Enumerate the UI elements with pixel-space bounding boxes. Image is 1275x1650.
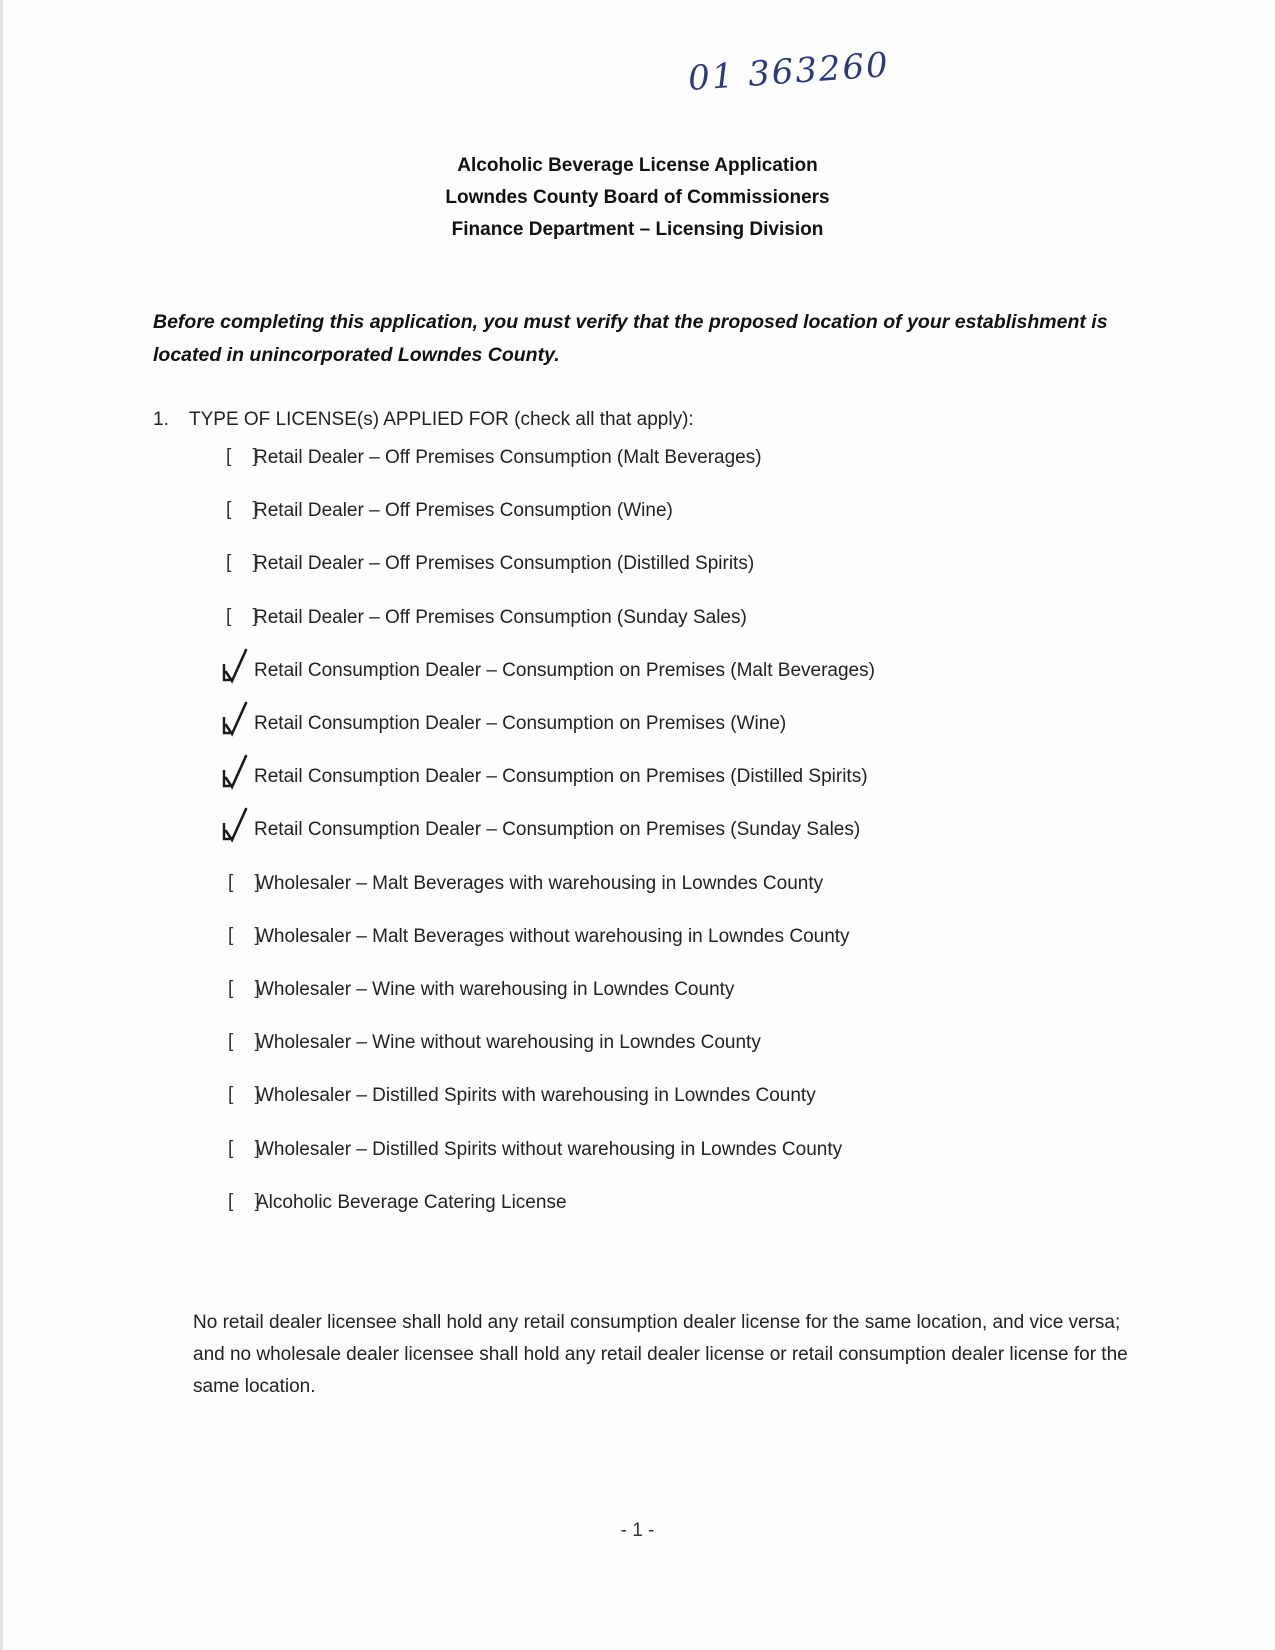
handwritten-checkmark-icon (220, 644, 260, 688)
license-option-label: Retail Dealer – Off Premises Consumption (Distilled Spirits) (254, 553, 755, 574)
license-option-label: Wholesaler – Wine without warehousing in Lowndes County (256, 1032, 761, 1053)
checkbox-empty[interactable] (226, 978, 268, 1001)
license-option-label: Retail Consumption Dealer – Consumption on Premises (Distilled Spirits) (254, 766, 868, 787)
license-option-label: Retail Dealer – Off Premises Consumption (Wine) (254, 500, 673, 521)
checkbox-empty[interactable] (224, 552, 266, 575)
handwritten-reference-number: 01 363260 (686, 45, 892, 99)
license-option (226, 1139, 842, 1161)
license-option (224, 500, 673, 522)
license-option-label: Wholesaler – Distilled Spirits with warehousing in Lowndes County (256, 1085, 816, 1106)
checkbox-brackets: [ ] (226, 552, 266, 573)
license-option (224, 553, 754, 575)
scan-edge (0, 0, 3, 1650)
checkbox-brackets: [ ] (228, 1191, 268, 1212)
header-title: Alcoholic Beverage License Application (457, 155, 818, 176)
header-department: Finance Department – Licensing Division (451, 219, 824, 240)
checkbox-checked[interactable] (224, 766, 254, 788)
restriction-note: No retail dealer licensee shall hold any retail consumption dealer license for the same location, and vice versa; and no wholesale dealer licensee shall hold any retail dealer license or retail consumption dealer license for the same location. (193, 1312, 1128, 1397)
checkbox-checked[interactable] (224, 819, 254, 841)
checkbox-brackets: [ ] (228, 1031, 268, 1052)
intro-instruction: Before completing this application, you must verify that the proposed location of your establishment is located in unincorporated Lowndes County. (153, 311, 1108, 366)
checkbox-brackets: [ ] (228, 925, 268, 946)
question-1 (153, 409, 694, 431)
checkbox-brackets: [ ] (226, 606, 266, 627)
license-option (226, 979, 734, 1001)
checkbox-empty[interactable] (224, 446, 266, 469)
checkbox-empty[interactable] (226, 1138, 268, 1161)
checkbox-brackets: [ ] (228, 1138, 268, 1159)
checkbox-checked[interactable] (224, 713, 254, 735)
license-option (226, 1032, 761, 1054)
license-option (226, 1085, 816, 1107)
checkbox-empty[interactable] (226, 1191, 268, 1214)
license-option (224, 447, 762, 469)
license-option (224, 660, 875, 682)
license-option-label: Wholesaler – Malt Beverages with warehousing in Lowndes County (256, 873, 824, 894)
checkbox-checked[interactable] (224, 660, 254, 682)
license-option (226, 926, 850, 948)
license-option (226, 1192, 567, 1214)
handwritten-checkmark-icon (220, 750, 260, 794)
license-option-label: Retail Dealer – Off Premises Consumption (Sunday Sales) (254, 607, 747, 628)
question-text: TYPE OF LICENSE(s) APPLIED FOR (check all that apply): (189, 409, 694, 430)
license-option (224, 713, 786, 735)
license-option (224, 819, 860, 841)
checkbox-brackets: [ ] (226, 499, 266, 520)
license-option-label: Retail Consumption Dealer – Consumption on Premises (Malt Beverages) (254, 660, 875, 681)
checkbox-brackets: [ ] (228, 1084, 268, 1105)
license-option (226, 873, 823, 895)
checkbox-empty[interactable] (226, 1084, 268, 1107)
checkbox-empty[interactable] (224, 499, 266, 522)
license-option-label: Wholesaler – Distilled Spirits without warehousing in Lowndes County (256, 1139, 843, 1160)
page-number: - 1 - (620, 1520, 655, 1541)
checkbox-brackets: [ ] (228, 872, 268, 893)
checkbox-empty[interactable] (224, 606, 266, 629)
checkbox-brackets: [ ] (228, 978, 268, 999)
license-option-label: Retail Consumption Dealer – Consumption on Premises (Wine) (254, 713, 787, 734)
checkbox-brackets: [ ] (226, 446, 266, 467)
checkbox-empty[interactable] (226, 1031, 268, 1054)
license-option-label: Retail Dealer – Off Premises Consumption (Malt Beverages) (254, 447, 762, 468)
license-option-label: Wholesaler – Malt Beverages without warehousing in Lowndes County (256, 926, 850, 947)
question-number: 1. (153, 409, 169, 430)
handwritten-checkmark-icon (220, 803, 260, 847)
license-option (224, 766, 868, 788)
document-header (0, 150, 1275, 246)
checkbox-empty[interactable] (226, 925, 268, 948)
header-organization: Lowndes County Board of Commissioners (445, 187, 830, 208)
checkbox-empty[interactable] (226, 872, 268, 895)
handwritten-checkmark-icon (220, 697, 260, 741)
license-option-label: Wholesaler – Wine with warehousing in Lowndes County (256, 979, 735, 1000)
license-option (224, 607, 747, 629)
license-option-label: Alcoholic Beverage Catering License (256, 1192, 567, 1213)
license-option-label: Retail Consumption Dealer – Consumption on Premises (Sunday Sales) (254, 819, 861, 840)
